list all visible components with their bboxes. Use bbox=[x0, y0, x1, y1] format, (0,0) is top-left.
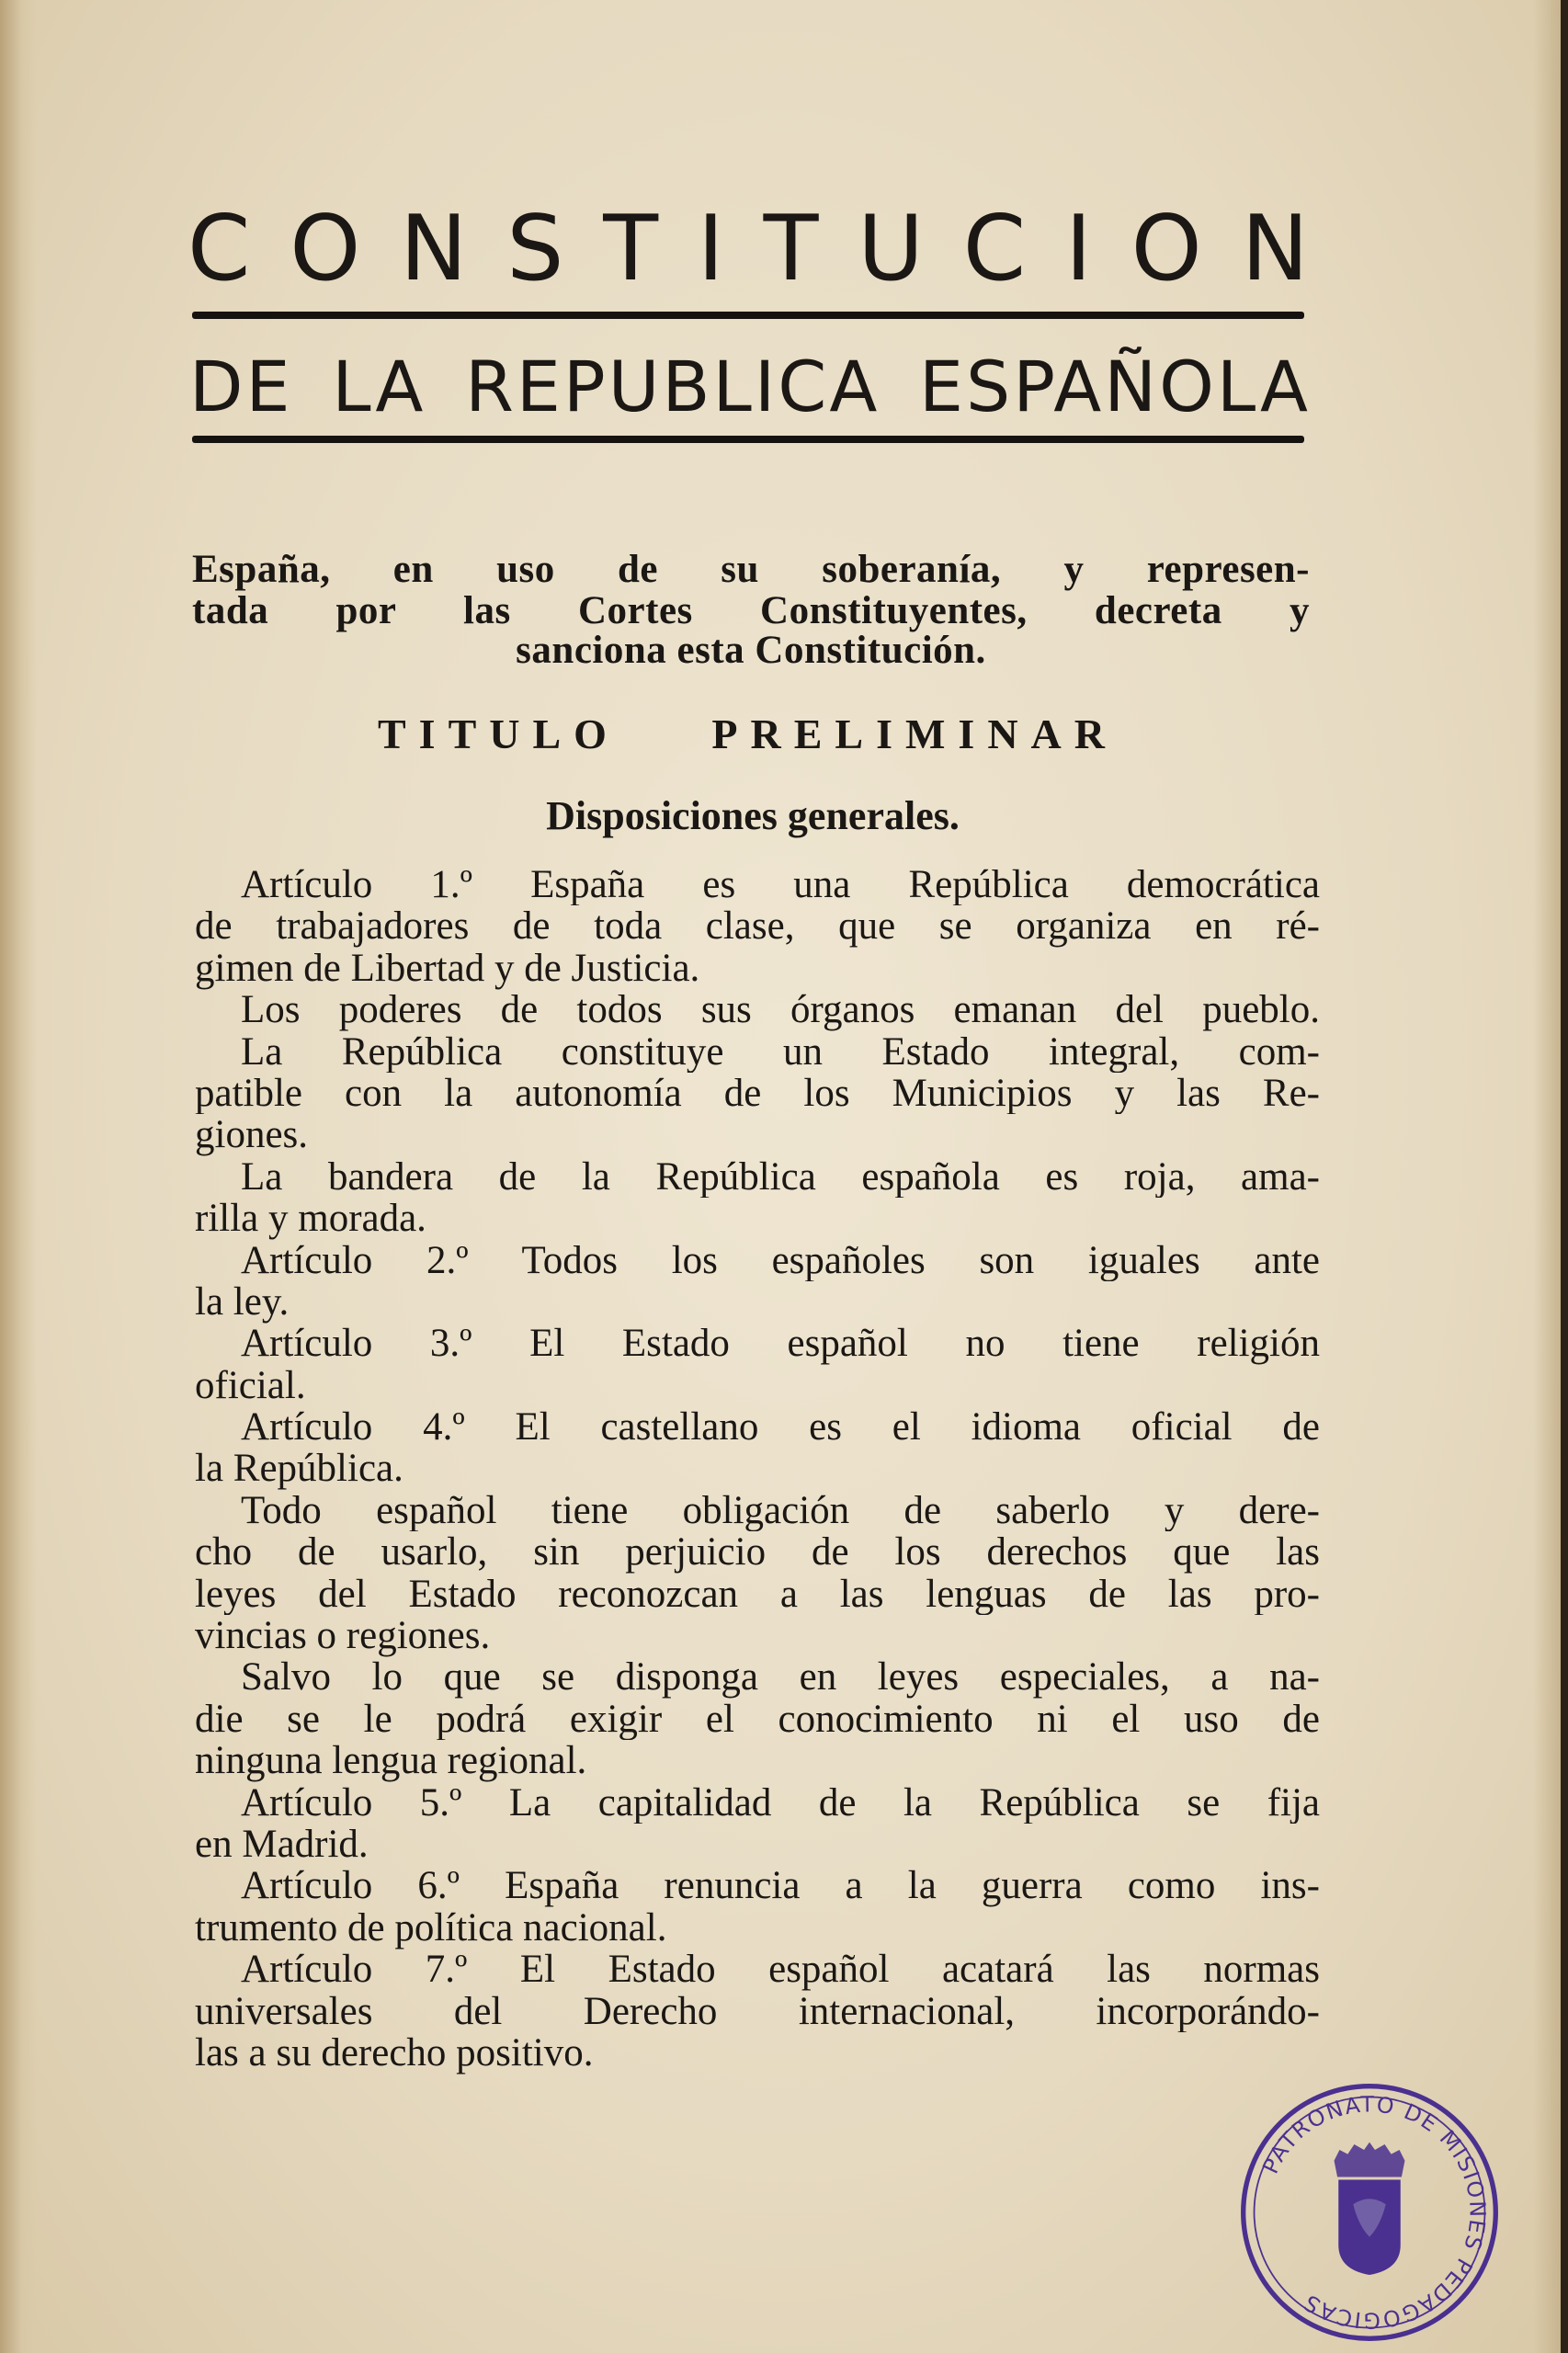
title-letter: S bbox=[506, 197, 564, 301]
stamp-seal bbox=[1236, 2079, 1503, 2346]
title-letter: I bbox=[1064, 197, 1092, 301]
text-line: giones. bbox=[195, 1113, 309, 1157]
text-line: Artículo 4.º El castellano es el idioma oficial de bbox=[241, 1406, 1320, 1449]
text-line: Artículo 6.º España renuncia a la guerra como ins- bbox=[241, 1865, 1320, 1907]
text-line: La bandera de la República española es roja, ama- bbox=[241, 1155, 1320, 1199]
text-line: vincias o regiones. bbox=[195, 1614, 491, 1658]
title-letter: O bbox=[1131, 197, 1202, 301]
text-line: Los poderes de todos sus órganos emanan del pueblo. bbox=[241, 989, 1320, 1031]
title-rule bbox=[192, 312, 1304, 319]
title-letter: T bbox=[603, 197, 659, 301]
document-subtitle: DE LA REPUBLICA ESPAÑOLA bbox=[189, 346, 1311, 427]
text-line: Artículo 5.º La capitalidad de la República se fija bbox=[241, 1781, 1320, 1824]
text-line: die se le podrá exigir el conocimiento ni el uso de bbox=[195, 1698, 1320, 1741]
text-line: cho de usarlo, sin perjuicio de los derechos que las bbox=[195, 1531, 1320, 1574]
stamp-text-path: PATRONATO DE MISIONES PEDAGOGICAS bbox=[1257, 2091, 1491, 2334]
title-letter: N bbox=[1241, 197, 1309, 301]
preamble-line: España, en uso de su soberanía, y represen- bbox=[192, 548, 1310, 591]
text-line: Artículo 3.º El Estado español no tiene religión bbox=[241, 1323, 1320, 1365]
text-line: la ley. bbox=[195, 1279, 290, 1324]
section-heading: Disposiciones generales. bbox=[546, 793, 960, 838]
title-letter: C bbox=[962, 197, 1027, 301]
text-line: Artículo 1.º España es una República democrática bbox=[241, 864, 1320, 906]
title-letter: N bbox=[400, 197, 468, 301]
text-line: Artículo 7.º El Estado español acatará las normas bbox=[241, 1949, 1320, 1991]
document-title bbox=[187, 197, 1309, 301]
preamble-line: sanciona esta Constitución. bbox=[516, 629, 986, 672]
title-letter: T bbox=[763, 197, 819, 301]
text-line: en Madrid. bbox=[195, 1822, 369, 1866]
text-line: Artículo 2.º Todos los españoles son iguales ante bbox=[241, 1239, 1320, 1281]
article-body bbox=[195, 864, 1320, 2074]
text-line: la República. bbox=[195, 1447, 403, 1491]
text-line: La República constituye un Estado integral, com- bbox=[241, 1030, 1320, 1073]
preamble-line: tada por las Cortes Constituyentes, decreta y bbox=[192, 589, 1310, 632]
text-line: universales del Derecho internacional, incorporándo- bbox=[195, 1990, 1320, 2032]
text-line: las a su derecho positivo. bbox=[195, 2030, 594, 2075]
paper-edge-shadow bbox=[1533, 0, 1561, 2353]
paper-edge-right bbox=[1561, 0, 1568, 2353]
text-line: de trabajadores de toda clase, que se organiza en ré- bbox=[195, 905, 1320, 948]
text-line: ninguna lengua regional. bbox=[195, 1739, 587, 1783]
title-letter: O bbox=[290, 197, 361, 301]
title-letter: C bbox=[187, 197, 251, 301]
text-line: gimen de Libertad y de Justicia. bbox=[195, 946, 700, 990]
coat-of-arms-icon bbox=[1335, 2143, 1405, 2275]
text-line: Todo español tiene obligación de saberlo y dere- bbox=[241, 1489, 1320, 1532]
text-line: leyes del Estado reconozcan a las lenguas de las pro- bbox=[195, 1573, 1320, 1616]
text-line: oficial. bbox=[195, 1363, 306, 1407]
text-line: patible con la autonomía de los Municipios y las Re- bbox=[195, 1072, 1320, 1115]
subtitle-rule bbox=[192, 436, 1304, 443]
titulo-heading: TITULO PRELIMINAR bbox=[378, 710, 1118, 757]
paper-edge-left bbox=[0, 0, 37, 2353]
text-line: rilla y morada. bbox=[195, 1197, 426, 1241]
text-line: trumento de política nacional. bbox=[195, 1905, 667, 1949]
title-letter: I bbox=[697, 197, 724, 301]
text-line: Salvo lo que se disponga en leyes especiales, a na- bbox=[241, 1656, 1320, 1699]
title-letter: U bbox=[858, 197, 924, 301]
